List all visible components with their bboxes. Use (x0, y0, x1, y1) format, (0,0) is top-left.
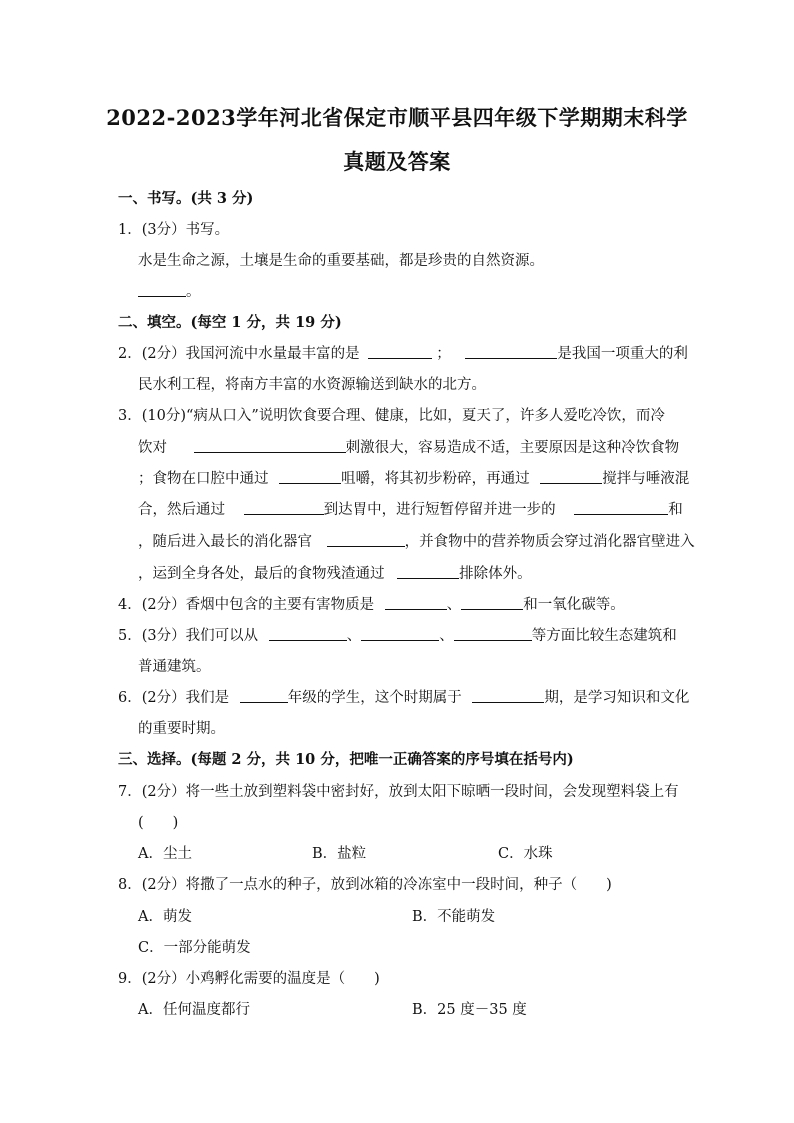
answer-blank[interactable] (194, 437, 346, 453)
question-5-line1 (118, 624, 677, 645)
question-3-text: 到达胃中，进行短暂停留并进一步的 (323, 502, 556, 518)
punctuation: ； (436, 346, 451, 362)
answer-blank[interactable] (465, 343, 557, 359)
question-3-text: ，并食物中的营养物质会穿过消化器官壁进入 (404, 534, 695, 550)
answer-blank[interactable] (279, 468, 341, 484)
question-3-line5 (138, 530, 695, 551)
punctuation: 。 (186, 284, 201, 300)
section-heading-choice: 三、选择。(每题 2 分，共 10 分，把唯一正确答案的序号填在括号内) (118, 751, 574, 768)
question-7-option-c[interactable]: C．水珠 (498, 846, 553, 862)
answer-blank[interactable] (472, 687, 544, 703)
answer-blank[interactable] (327, 531, 405, 547)
question-5-text: 5．(3分）我们可以从 (118, 628, 259, 644)
question-3-text: 排除体外。 (459, 566, 532, 582)
question-5-line2: 普通建筑。 (138, 659, 211, 675)
answer-blank[interactable] (540, 468, 602, 484)
question-3-text: 刺激很大，容易造成不适，主要原因是这种冷饮食物 (345, 440, 680, 456)
question-8-option-b[interactable]: B．不能萌发 (412, 909, 496, 925)
exam-title-line2: 真题及答案 (343, 149, 451, 174)
question-4-text: 4．(2分）香烟中包含的主要有害物质是 (118, 597, 375, 613)
answer-blank[interactable] (368, 343, 432, 359)
question-3-text: 和 (668, 502, 683, 518)
question-6-text: 期，是学习知识和文化 (544, 690, 690, 706)
question-7-answer-paren[interactable]: ( ) (138, 815, 179, 831)
question-3-line6 (138, 562, 532, 583)
question-3-text: ；食物在口腔中通过 (138, 471, 269, 487)
question-9-option-b[interactable]: B．25 度－35 度 (412, 1002, 527, 1018)
answer-blank[interactable] (240, 687, 288, 703)
question-3-line4 (138, 498, 683, 519)
question-2-text: 2．(2分）我国河流中水量最丰富的是 (118, 346, 360, 362)
question-6-text: 6．(2分）我们是 (118, 690, 230, 706)
question-3-line3 (138, 467, 689, 488)
punctuation: 、 (439, 628, 454, 644)
question-9-option-a[interactable]: A．任何温度都行 (138, 1002, 250, 1018)
question-3-text: ，随后进入最长的消化器官 (138, 534, 312, 550)
answer-blank[interactable] (244, 499, 324, 515)
question-8-option-a[interactable]: A．萌发 (138, 909, 192, 925)
question-3-line2 (138, 436, 679, 457)
question-2-line2: 民水利工程，将南方丰富的水资源输送到缺水的北方。 (138, 377, 486, 393)
answer-blank[interactable] (454, 625, 532, 641)
question-7-option-a[interactable]: A．尘土 (138, 846, 192, 862)
question-9-stem: 9．(2分）小鸡孵化需要的温度是（ ) (118, 971, 380, 987)
question-6-line1 (118, 686, 689, 707)
question-1-answer-line (138, 280, 201, 301)
question-8-option-c[interactable]: C．一部分能萌发 (138, 940, 251, 956)
answer-blank[interactable] (397, 563, 459, 579)
question-3-text: 饮对 (138, 440, 167, 456)
question-2-text: 是我国一项重大的利 (557, 346, 688, 362)
question-6-text: 年级的学生，这个时期属于 (287, 690, 462, 706)
question-4-text: 和一氧化碳等。 (523, 597, 625, 613)
exam-title-line1: 2022-2023学年河北省保定市顺平县四年级下学期期末科学 (106, 105, 688, 130)
question-6-line2: 的重要时期。 (138, 721, 225, 737)
answer-blank[interactable] (461, 594, 523, 610)
question-3-text: 搅拌与唾液混 (602, 471, 690, 487)
question-3-line1: 3．(10分)“病从口入”说明饮食要合理、健康，比如，夏天了，许多人爱吃冷饮，而冷 (118, 408, 665, 424)
section-heading-writing: 一、书写。(共 3 分) (118, 190, 254, 207)
question-5-text: 等方面比较生态建筑和 (531, 628, 677, 644)
question-1-stem: 1．(3分）书写。 (118, 222, 230, 238)
question-4-line1 (118, 593, 625, 614)
question-3-text: 合，然后通过 (138, 502, 225, 518)
question-1-text: 水是生命之源，土壤是生命的重要基础，都是珍贵的自然资源。 (138, 253, 544, 269)
answer-blank[interactable] (138, 281, 186, 297)
question-8-stem: 8．(2分）将撒了一点水的种子，放到冰箱的冷冻室中一段时间，种子（ ) (118, 877, 612, 893)
answer-blank[interactable] (269, 625, 347, 641)
question-3-text: 咀嚼，将其初步粉碎，再通过 (341, 471, 530, 487)
question-3-text: ，运到全身各处，最后的食物残渣通过 (138, 566, 385, 582)
question-7-option-b[interactable]: B．盐粒 (312, 846, 367, 862)
question-2-line1 (118, 342, 688, 363)
punctuation: 、 (346, 628, 362, 644)
answer-blank[interactable] (361, 625, 439, 641)
question-7-stem: 7．(2分）将一些土放到塑料袋中密封好，放到太阳下晾晒一段时间，会发现塑料袋上有 (118, 784, 679, 800)
answer-blank[interactable] (574, 499, 668, 515)
section-heading-fill-in: 二、填空。(每空 1 分，共 19 分) (118, 314, 342, 331)
punctuation: 、 (446, 597, 462, 613)
answer-blank[interactable] (385, 594, 447, 610)
